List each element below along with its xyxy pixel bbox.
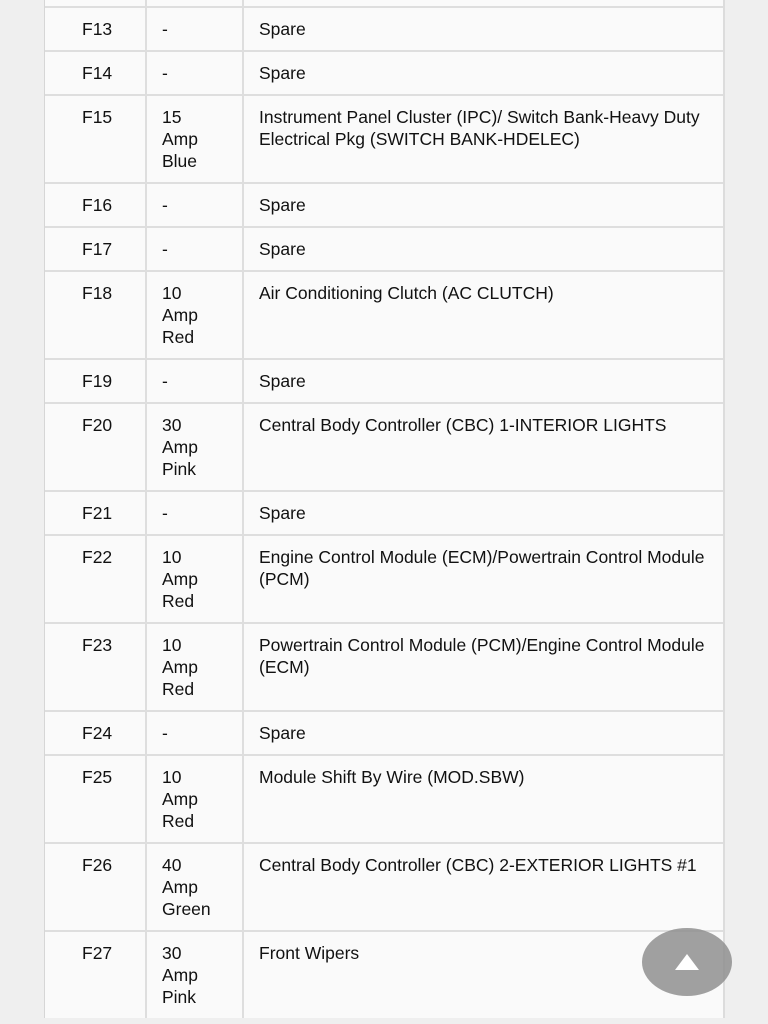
description-cell: Air Conditioning Clutch (AC CLUTCH) (243, 271, 723, 359)
fuse-id-cell: F26 (45, 843, 146, 931)
amperage-line: Blue (162, 151, 198, 171)
fuse-table (45, 0, 723, 1018)
table-row (45, 491, 723, 535)
amperage-line: Green (162, 899, 211, 919)
amperage-line: 10 (162, 635, 182, 655)
table-row-partial (45, 0, 723, 7)
amperage-cell (146, 359, 243, 403)
amperage-line: Pink (162, 987, 197, 1007)
amperage-cell (146, 7, 243, 51)
table-row (45, 843, 723, 931)
amperage-line: 10 (162, 767, 182, 787)
description-cell: Spare (243, 183, 723, 227)
description-cell: Central Body Controller (CBC) 2-EXTERIOR LIGHTS #1 (243, 843, 723, 931)
table-row (45, 271, 723, 359)
amperage-cell (146, 843, 243, 931)
fuse-id-cell: F18 (45, 271, 146, 359)
amperage-line: - (162, 63, 168, 83)
amperage-cell (146, 403, 243, 491)
amperage-line: - (162, 371, 168, 391)
fuse-id-cell: F17 (45, 227, 146, 271)
amperage-cell (146, 51, 243, 95)
amperage-cell (146, 623, 243, 711)
description-cell: Spare (243, 711, 723, 755)
fuse-table-body (45, 0, 723, 1018)
description-cell: Front Wipers (243, 931, 723, 1018)
table-row (45, 51, 723, 95)
description-cell: Instrument Panel Cluster (IPC)/ Switch Bank-Heavy Duty Electrical Pkg (SWITCH BANK-HDELEC) (243, 95, 723, 183)
amperage-line: Amp (162, 437, 198, 457)
description-cell: Powertrain Control Module (PCM)/Engine Control Module (ECM) (243, 623, 723, 711)
description-cell: Spare (243, 359, 723, 403)
table-row (45, 755, 723, 843)
fuse-id-cell: F20 (45, 403, 146, 491)
amperage-cell (146, 535, 243, 623)
amperage-line: Amp (162, 129, 198, 149)
fuse-id-cell: F13 (45, 7, 146, 51)
amperage-cell (146, 183, 243, 227)
fuse-id-cell: F16 (45, 183, 146, 227)
fuse-id-cell: F23 (45, 623, 146, 711)
amperage-line: - (162, 19, 168, 39)
description-cell: Spare (243, 227, 723, 271)
amperage-cell (146, 931, 243, 1018)
table-row (45, 711, 723, 755)
triangle-down-icon (674, 952, 700, 972)
table-row (45, 359, 723, 403)
amperage-line: 15 (162, 107, 182, 127)
amperage-line: 10 (162, 547, 182, 567)
fuse-id-cell: F19 (45, 359, 146, 403)
fuse-id-cell: F21 (45, 491, 146, 535)
amperage-line: Pink (162, 459, 197, 479)
description-cell: Spare (243, 51, 723, 95)
amperage-line: Amp (162, 657, 198, 677)
table-row (45, 403, 723, 491)
amperage-line: 40 (162, 855, 182, 875)
fuse-id-cell: F22 (45, 535, 146, 623)
amperage-line: 30 (162, 943, 182, 963)
amperage-line: Amp (162, 965, 198, 985)
amperage-cell (146, 491, 243, 535)
amperage-line: - (162, 239, 168, 259)
amperage-line: Amp (162, 569, 198, 589)
amperage-line: Red (162, 327, 195, 347)
amperage-cell (146, 711, 243, 755)
amperage-line: Red (162, 679, 195, 699)
fuse-id-cell (45, 0, 146, 7)
table-row (45, 227, 723, 271)
table-row (45, 7, 723, 51)
description-cell: Central Body Controller (CBC) 1-INTERIOR LIGHTS (243, 403, 723, 491)
amperage-line: Amp (162, 789, 198, 809)
amperage-line: Red (162, 591, 195, 611)
fuse-id-cell: F14 (45, 51, 146, 95)
description-cell: Module Shift By Wire (MOD.SBW) (243, 755, 723, 843)
amperage-line: - (162, 723, 168, 743)
table-row (45, 535, 723, 623)
amperage-line: - (162, 195, 168, 215)
amperage-line: Red (162, 811, 195, 831)
amperage-cell (146, 0, 243, 7)
table-row (45, 931, 723, 1018)
amperage-line: Amp (162, 877, 198, 897)
amperage-cell (146, 755, 243, 843)
description-cell: Spare (243, 7, 723, 51)
scroll-down-button[interactable] (642, 928, 732, 996)
fuse-table-container (44, 0, 725, 1018)
amperage-line: Amp (162, 305, 198, 325)
fuse-id-cell: F24 (45, 711, 146, 755)
amperage-cell (146, 271, 243, 359)
amperage-line: 10 (162, 283, 182, 303)
table-row (45, 183, 723, 227)
description-cell: Spare (243, 491, 723, 535)
description-cell: Engine Control Module (ECM)/Powertrain Control Module (PCM) (243, 535, 723, 623)
amperage-cell (146, 227, 243, 271)
amperage-line: - (162, 503, 168, 523)
amperage-line: 30 (162, 415, 182, 435)
fuse-id-cell: F25 (45, 755, 146, 843)
table-row (45, 623, 723, 711)
fuse-id-cell: F27 (45, 931, 146, 1018)
description-cell (243, 0, 723, 7)
fuse-id-cell: F15 (45, 95, 146, 183)
table-row (45, 95, 723, 183)
amperage-cell (146, 95, 243, 183)
